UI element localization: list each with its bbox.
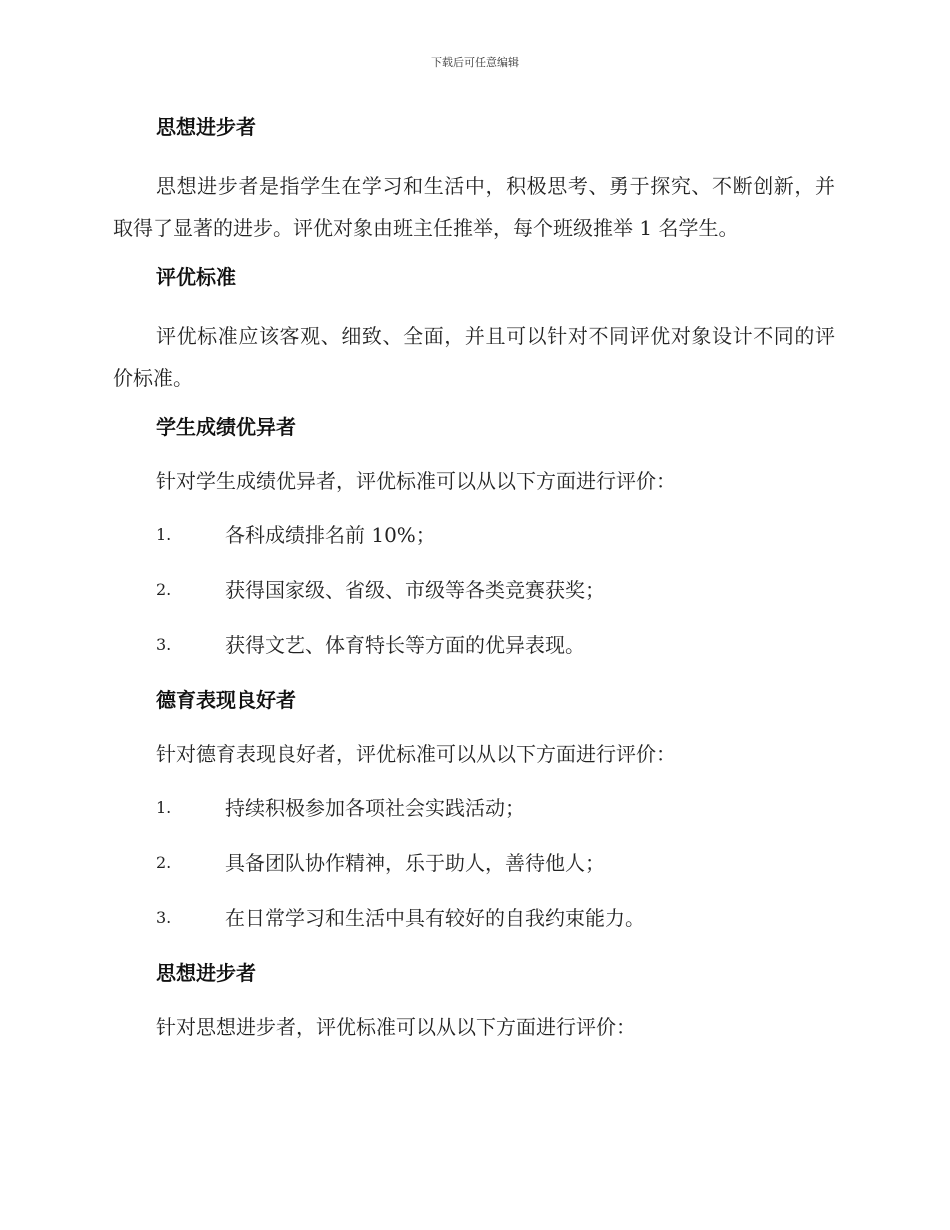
list-item bbox=[113, 519, 835, 551]
section-heading-moral-conduct: 德育表现良好者 bbox=[156, 688, 296, 712]
list-item bbox=[113, 629, 835, 661]
section-heading-progressive-thinkers-criteria: 思想进步者 bbox=[156, 961, 256, 985]
list-number: 2. bbox=[156, 853, 172, 872]
paragraph-progressive-definition: 思想进步者是指学生在学习和生活中，积极思考、勇于探究、不断创新，并取得了显著的进步。评优对象由班主任推举，每个班级推举 1 名学生。 bbox=[113, 174, 835, 240]
section-heading-progressive-thinkers: 思想进步者 bbox=[156, 115, 256, 139]
list-item bbox=[113, 574, 835, 606]
moral-intro: 针对德育表现良好者，评优标准可以从以下方面进行评价： bbox=[156, 742, 676, 766]
paragraph-criteria: 评优标准应该客观、细致、全面，并且可以针对不同评优对象设计不同的评价标准。 bbox=[113, 324, 835, 390]
document-body bbox=[113, 111, 835, 1065]
list-text: 具备团队协作精神，乐于助人，善待他人； bbox=[225, 851, 605, 875]
academic-intro: 针对学生成绩优异者，评优标准可以从以下方面进行评价： bbox=[156, 469, 676, 493]
list-number: 2. bbox=[156, 580, 172, 599]
list-item bbox=[113, 847, 835, 879]
list-text: 获得国家级、省级、市级等各类竞赛获奖； bbox=[225, 578, 605, 602]
page-header: 下载后可任意编辑 bbox=[431, 56, 519, 69]
list-number: 3. bbox=[156, 908, 172, 927]
progressive-intro: 针对思想进步者，评优标准可以从以下方面进行评价： bbox=[156, 1015, 636, 1039]
list-item bbox=[113, 902, 835, 934]
list-item bbox=[113, 792, 835, 824]
list-number: 3. bbox=[156, 635, 172, 654]
list-text: 在日常学习和生活中具有较好的自我约束能力。 bbox=[225, 906, 645, 930]
section-heading-criteria: 评优标准 bbox=[156, 265, 236, 289]
list-text: 持续积极参加各项社会实践活动； bbox=[225, 796, 525, 820]
list-text: 获得文艺、体育特长等方面的优异表现。 bbox=[225, 633, 585, 657]
list-text: 各科成绩排名前 10%； bbox=[225, 523, 436, 547]
list-number: 1. bbox=[156, 525, 172, 544]
list-number: 1. bbox=[156, 798, 172, 817]
section-heading-academic-excellence: 学生成绩优异者 bbox=[156, 415, 296, 439]
